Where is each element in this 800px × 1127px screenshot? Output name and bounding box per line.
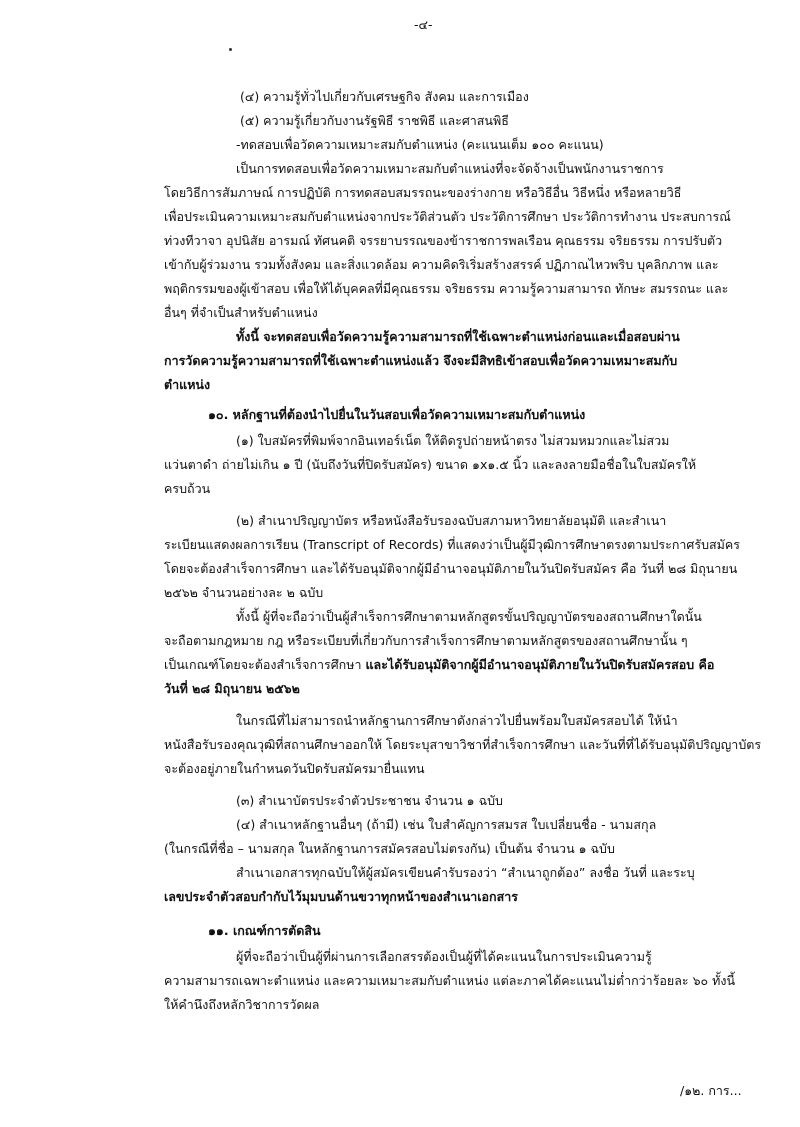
criteria-line: ผู้ที่จะถือว่าเป็นผู้ที่ผ่านการเลือกสรรต้องเป็นผู้ที่ได้คะแนนในการประเมินความรู้: [236, 949, 652, 964]
bold-note-line: การวัดความรู้ความสามารถที่ใช้เฉพาะตำแหน่งแล้ว จึงจะมีสิทธิเข้าสอบเพื่อวัดความเหมาะสมกับ: [164, 353, 678, 368]
paragraph-line: เพื่อประเมินความเหมาะสมกับตำแหน่งจากประวัติส่วนตัว ประวัติการศึกษา ประวัติการทำงาน ประสบการณ์: [164, 209, 731, 224]
section-10-heading: ๑๐. หลักฐานที่ต้องนำไปยื่นในวันสอบเพื่อวัดความเหมาะสมกับตำแหน่ง: [208, 407, 586, 422]
certificate-note: ในกรณีที่ไม่สามารถนำหลักฐานการศึกษาดังกล่าวไปยื่นพร้อมใบสมัครสอบได้ ให้นำ: [236, 713, 678, 728]
doc-item-4-cont: (ในกรณีที่ชื่อ – นามสกุล ในหลักฐานการสมัครสอบไม่ตรงกัน) เป็นต้น จำนวน ๑ ฉบับ: [164, 841, 615, 856]
paragraph-line: เข้ากับผู้ร่วมงาน รวมทั้งสังคม และสิ่งแวดล้อม ความคิดริเริ่มสร้างสรรค์ ปฏิภาณไหวพริบ บุคลิกภาพ และ: [164, 257, 719, 272]
bold-note-line: ทั้งนี้ จะทดสอบเพื่อวัดความรู้ความสามารถที่ใช้เฉพาะตำแหน่งก่อนและเมื่อสอบผ่าน: [236, 329, 680, 344]
graduation-note-plain: เป็นเกณฑ์โดยจะต้องสำเร็จการศึกษา: [164, 657, 362, 672]
paragraph-line: อื่นๆ ที่จำเป็นสำหรับตำแหน่ง: [164, 305, 318, 320]
page-footer: /๑๒. การ...: [680, 1083, 742, 1098]
doc-item-2-cont: โดยจะต้องสำเร็จการศึกษา และได้รับอนุมัติจากผู้มีอำนาจอนุมัติภายในวันปิดรับสมัคร คือ วันที่ ๒๘ มิถุนายน: [164, 561, 738, 576]
graduation-note: ทั้งนี้ ผู้ที่จะถือว่าเป็นผู้สำเร็จการศึกษาตามหลักสูตรขั้นปริญญาบัตรของสถานศึกษาใดนั้น: [236, 609, 702, 624]
paragraph-line: ท่วงทีวาจา อุปนิสัย อารมณ์ ทัศนคติ จรรยาบรรณของข้าราชการพลเรือน คุณธรรม จริยธรรม การปรับตัว: [164, 233, 723, 248]
doc-item-4: (๔) สำเนาหลักฐานอื่นๆ (ถ้ามี) เช่น ใบสำคัญการสมรส ใบเปลี่ยนชื่อ - นามสกุล: [236, 817, 657, 832]
paragraph-line: พฤติกรรมของผู้เข้าสอบ เพื่อให้ได้บุคคลที่มีคุณธรรม จริยธรรม ความรู้ความสามารถ ทักษะ สมรรถนะ และ: [164, 281, 729, 296]
suitability-test-heading: -ทดสอบเพื่อวัดความเหมาะสมกับตำแหน่ง (คะแนนเต็ม ๑๐๐ คะแนน): [236, 137, 604, 152]
certificate-note-cont: หนังสือรับรองคุณวุฒิที่สถานศึกษาออกให้ โดยระบุสาขาวิชาที่สำเร็จการศึกษา และวันที่ที่ได้รับอนุมัติปริญญาบัตร: [164, 737, 762, 752]
doc-item-2-cont: ๒๕๖๒ จำนวนอย่างละ ๒ ฉบับ: [164, 585, 324, 600]
copy-certify-note: สำเนาเอกสารทุกฉบับให้ผู้สมัครเขียนคำรับรองว่า “สำเนาถูกต้อง” ลงชื่อ วันที่ และระบุ: [236, 865, 695, 880]
graduation-deadline: วันที่ ๒๘ มิถุนายน ๒๕๖๒: [164, 681, 300, 696]
certificate-note-cont: จะต้องอยู่ภายในกำหนดวันปิดรับสมัครมายื่นแทน: [164, 761, 425, 776]
doc-item-3: (๓) สำเนาบัตรประจำตัวประชาชน จำนวน ๑ ฉบับ: [236, 793, 503, 808]
doc-item-1-cont: แว่นตาดำ ถ่ายไม่เกิน ๑ ปี (นับถึงวันที่ปิดรับสมัคร) ขนาด ๑x๑.๕ นิ้ว และลงลายมือชื่อในใบสมัครให้: [164, 457, 697, 472]
graduation-note-bold: และได้รับอนุมัติจากผู้มีอำนาจอนุมัติภายในวันปิดรับสมัครสอบ คือ: [365, 657, 715, 672]
page-dot: [229, 48, 232, 51]
graduation-note-cont: จะถือตามกฎหมาย กฎ หรือระเบียบที่เกี่ยวกับการสำเร็จการศึกษาตามหลักสูตรของสถานศึกษานั้น ๆ: [164, 633, 688, 648]
graduation-note-cont: [164, 656, 714, 674]
doc-item-2-cont: ระเบียนแสดงผลการเรียน (Transcript of Records) ที่แสดงว่าเป็นผู้มีวุฒิการศึกษาตรงตามประกาศรับสมัคร: [164, 537, 740, 552]
doc-item-1: (๑) ใบสมัครที่พิมพ์จากอินเทอร์เน็ต ให้ติดรูปถ่ายหน้าตรง ไม่สวมหมวกและไม่สวม: [236, 433, 670, 448]
doc-item-2: (๒) สำเนาปริญญาบัตร หรือหนังสือรับรองฉบับสภามหาวิทยาลัยอนุมัติ และสำเนา: [236, 513, 667, 528]
section-11-heading: ๑๑. เกณฑ์การตัดสิน: [208, 923, 321, 938]
bold-note-line: ตำแหน่ง: [164, 377, 211, 392]
item-knowledge-economics: (๔) ความรู้ทั่วไปเกี่ยวกับเศรษฐกิจ สังคม และการเมือง: [240, 89, 529, 104]
doc-item-1-cont: ครบถ้วน: [164, 481, 211, 496]
criteria-line: ให้คำนึงถึงหลักวิชาการวัดผล: [164, 997, 320, 1012]
criteria-line: ความสามารถเฉพาะตำแหน่ง และความเหมาะสมกับตำแหน่ง แต่ละภาคได้คะแนนไม่ต่ำกว่าร้อยละ ๖๐ ทั้งนี้: [164, 973, 736, 988]
paragraph-line: โดยวิธีการสัมภาษณ์ การปฏิบัติ การทดสอบสมรรถนะของร่างกาย หรือวิธีอื่น วิธีหนึ่ง หรือหลายวิธี: [164, 185, 682, 200]
paragraph-line: เป็นการทดสอบเพื่อวัดความเหมาะสมกับตำแหน่งที่จะจัดจ้างเป็นพนักงานราชการ: [236, 161, 664, 176]
page-number: -๔-: [414, 17, 433, 32]
copy-certify-note-bold: เลขประจำตัวสอบกำกับไว้มุมบนด้านขวาทุกหน้าของสำเนาเอกสาร: [164, 889, 518, 904]
item-knowledge-ceremonies: (๕) ความรู้เกี่ยวกับงานรัฐพิธี ราชพิธี และศาสนพิธี: [240, 113, 509, 128]
